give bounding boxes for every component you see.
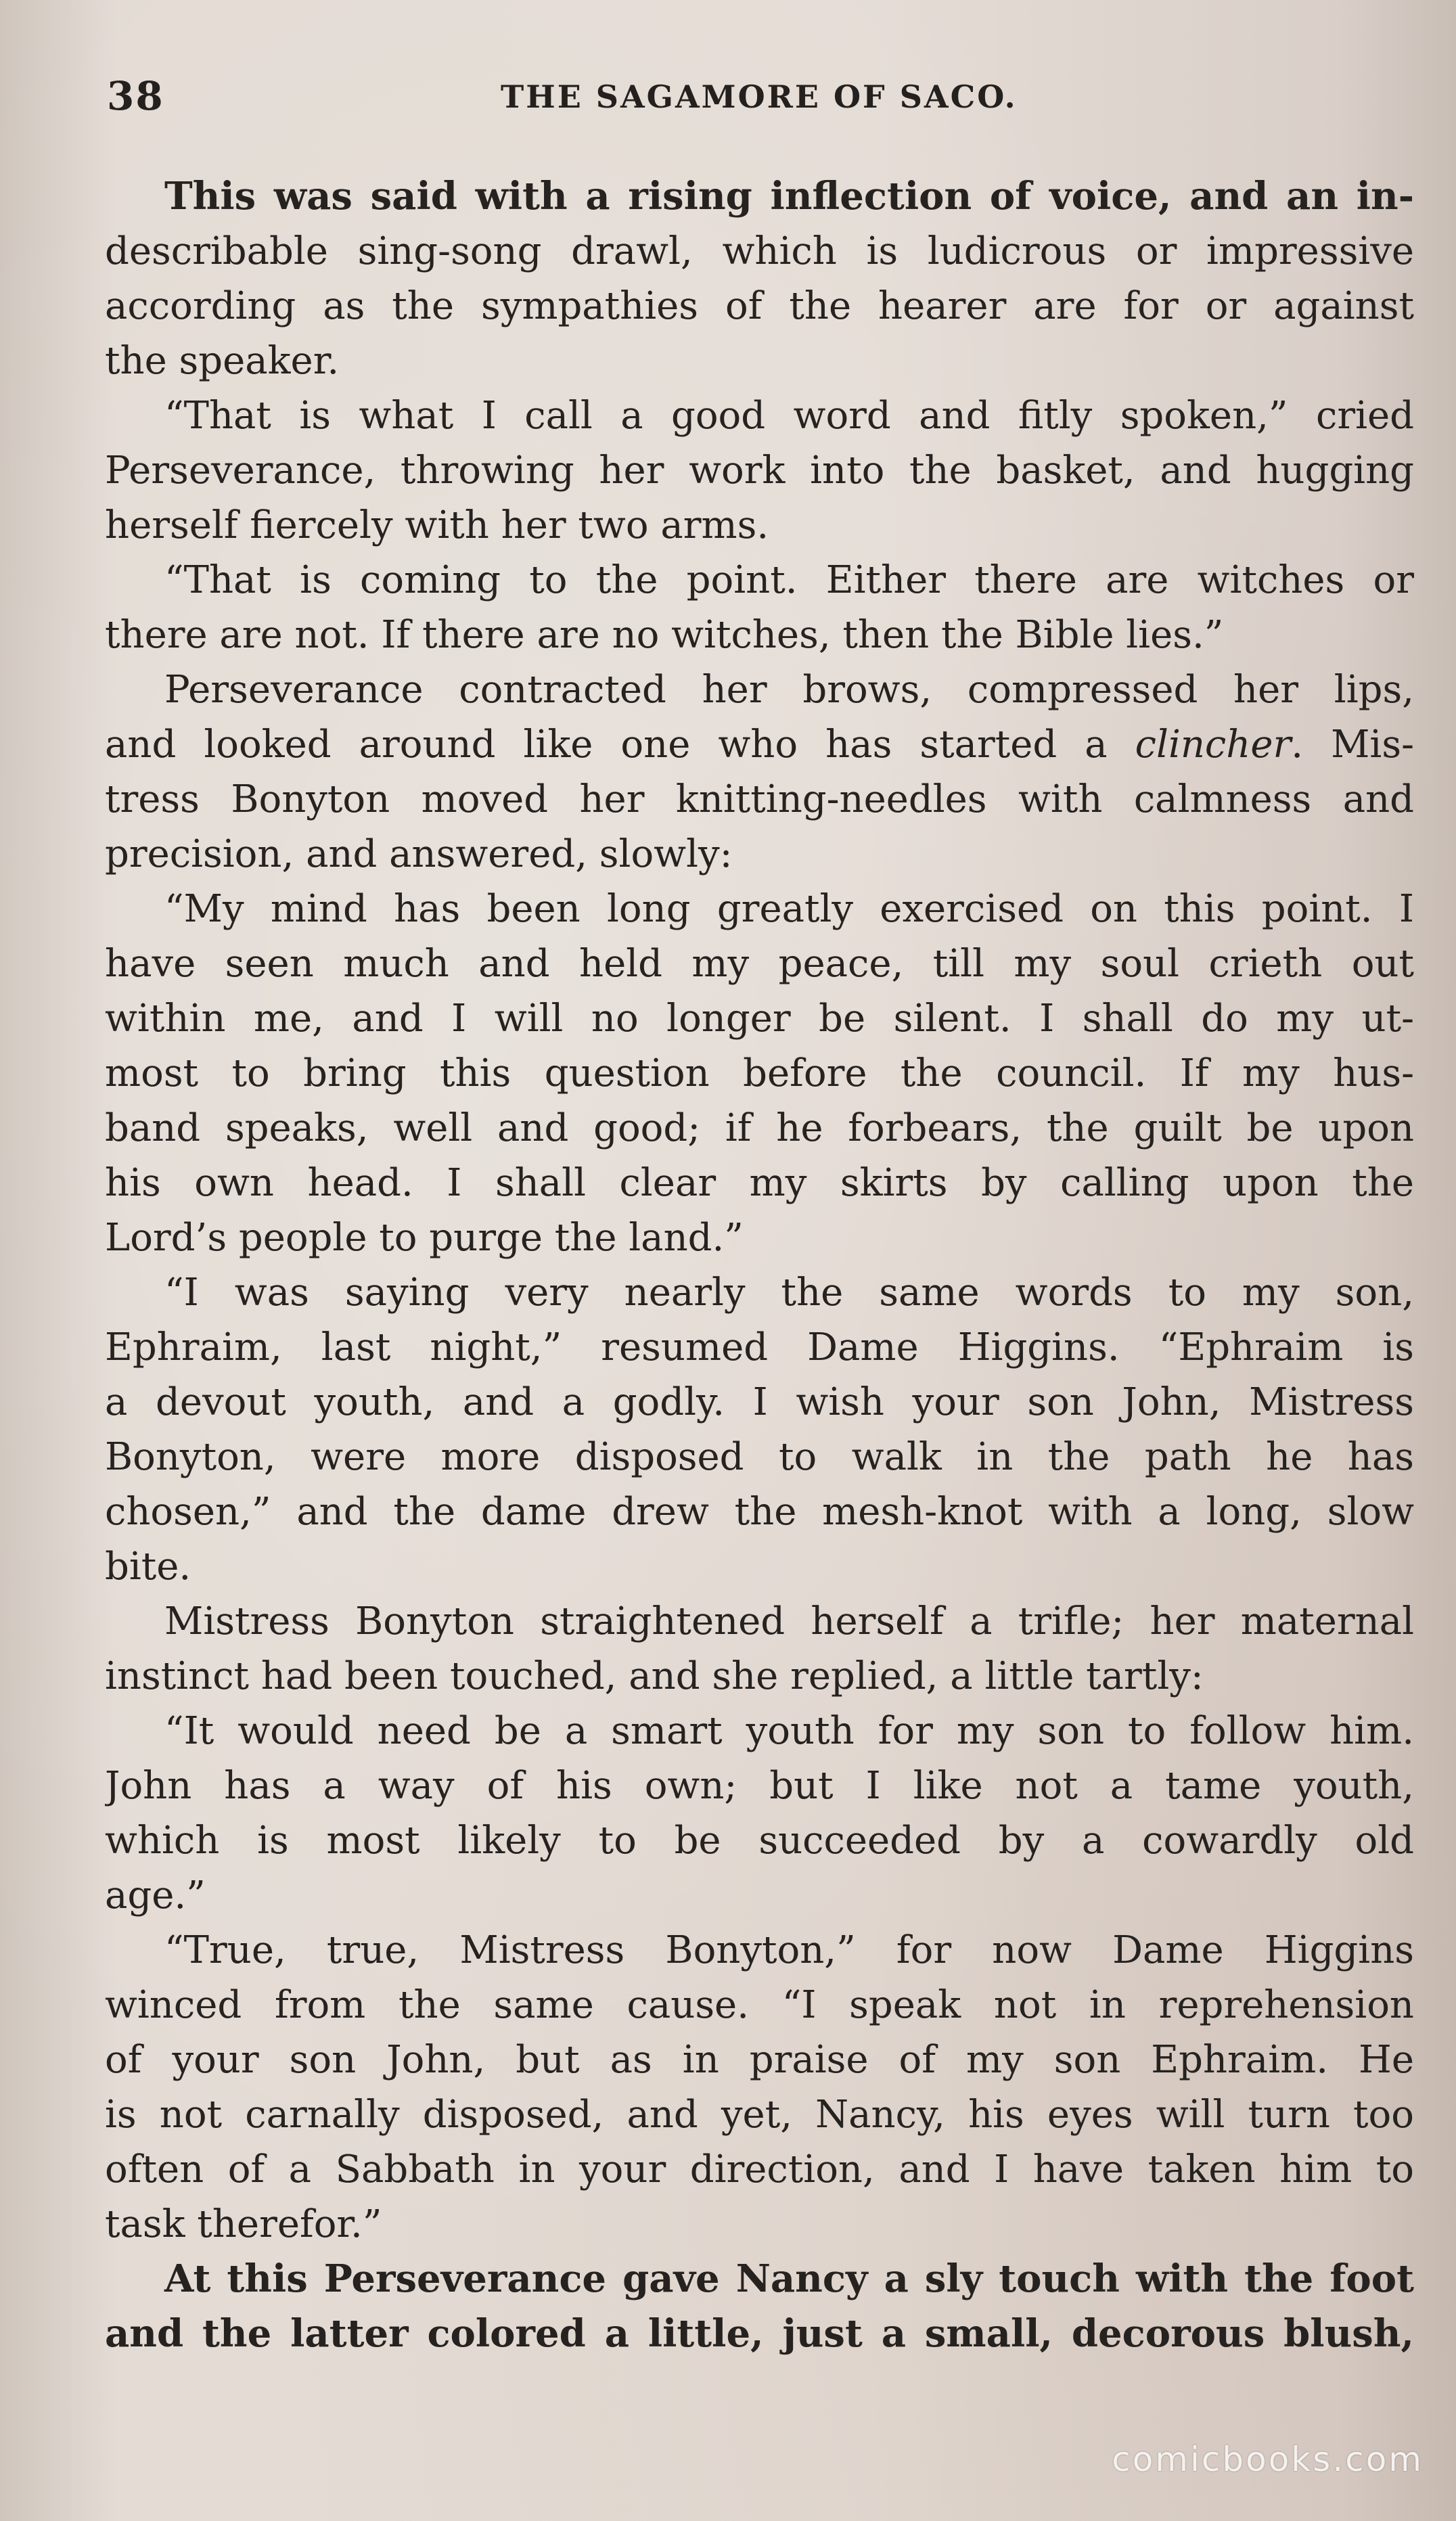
text-line: herself fiercely with her two arms. [105,503,769,547]
text-line: most to bring this question before the council. If my hus- [105,1051,1414,1095]
text-line: winced from the same cause. “I speak not in reprehension [105,1983,1414,2027]
text-line: “That is coming to the point. Either there are witches or [164,558,1414,602]
text-line: within me, and I will no longer be silent. I shall do my ut- [105,997,1414,1041]
text-line: “I was saying very nearly the same words to my son, [164,1271,1414,1315]
text-line: Perseverance contracted her brows, compressed her lips, [164,668,1414,712]
watermark: comicbooks.com [1112,2440,1424,2479]
text-line: have seen much and held my peace, till my soul crieth out [105,942,1414,986]
body-text [105,169,1414,2361]
text-line: “It would need be a smart youth for my son to follow him. [164,1709,1414,1753]
text-line: At this Perseverance gave Nancy a sly touch with the foot [164,2256,1414,2301]
text-line: Bonyton, were more disposed to walk in the path he has [105,1435,1414,1479]
text-line: a devout youth, and a godly. I wish your son John, Mistress [105,1380,1414,1424]
text-line: John has a way of his own; but I like not a tame youth, [105,1764,1414,1808]
text-line: instinct had been touched, and she replied, a little tartly: [105,1654,1204,1698]
page-number: 38 [107,73,164,119]
text-line: Perseverance, throwing her work into the basket, and hugging [105,449,1414,493]
text-line: which is most likely to be succeeded by a cowardly old [105,1819,1414,1863]
text-line: and looked around like one who has started a clincher. Mis- [105,723,1414,767]
text-line: his own head. I shall clear my skirts by calling upon the [105,1161,1414,1205]
text-line: Lord’s people to purge the land.” [105,1216,744,1260]
text-line: This was said with a rising inflection of voice, and an in- [164,174,1414,219]
text-line: age.” [105,1873,206,1917]
text-line: describable sing-song drawl, which is ludicrous or impressive [105,229,1414,273]
text-line: task therefor.” [105,2202,382,2246]
text-line: there are not. If there are no witches, then the Bible lies.” [105,613,1224,657]
text-line: the speaker. [105,339,340,383]
text-line: chosen,” and the dame drew the mesh-knot with a long, slow [105,1490,1414,1534]
text-line: and the latter colored a little, just a small, decorous blush, [105,2311,1414,2356]
text-line: often of a Sabbath in your direction, and I have taken him to [105,2148,1414,2191]
text-line: Ephraim, last night,” resumed Dame Higgins. “Ephraim is [105,1325,1414,1369]
text-line: tress Bonyton moved her knitting-needles with calmness and [105,777,1414,821]
text-line: Mistress Bonyton straightened herself a trifle; her maternal [164,1599,1414,1643]
text-line: band speaks, well and good; if he forbears, the guilt be upon [105,1106,1414,1150]
text-line: according as the sympathies of the hearer are for or against [105,284,1414,328]
text-line: is not carnally disposed, and yet, Nancy, his eyes will turn too [105,2093,1414,2137]
text-line: “My mind has been long greatly exercised on this point. I [164,887,1414,931]
text-line: bite. [105,1545,191,1589]
text-line: of your son John, but as in praise of my son Ephraim. He [105,2038,1414,2082]
text-line: “True, true, Mistress Bonyton,” for now Dame Higgins [164,1928,1414,1972]
text-line: precision, and answered, slowly: [105,832,733,876]
text-line: “That is what I call a good word and fitly spoken,” cried [164,394,1414,438]
running-head: THE SAGAMORE OF SACO. [501,78,1018,115]
